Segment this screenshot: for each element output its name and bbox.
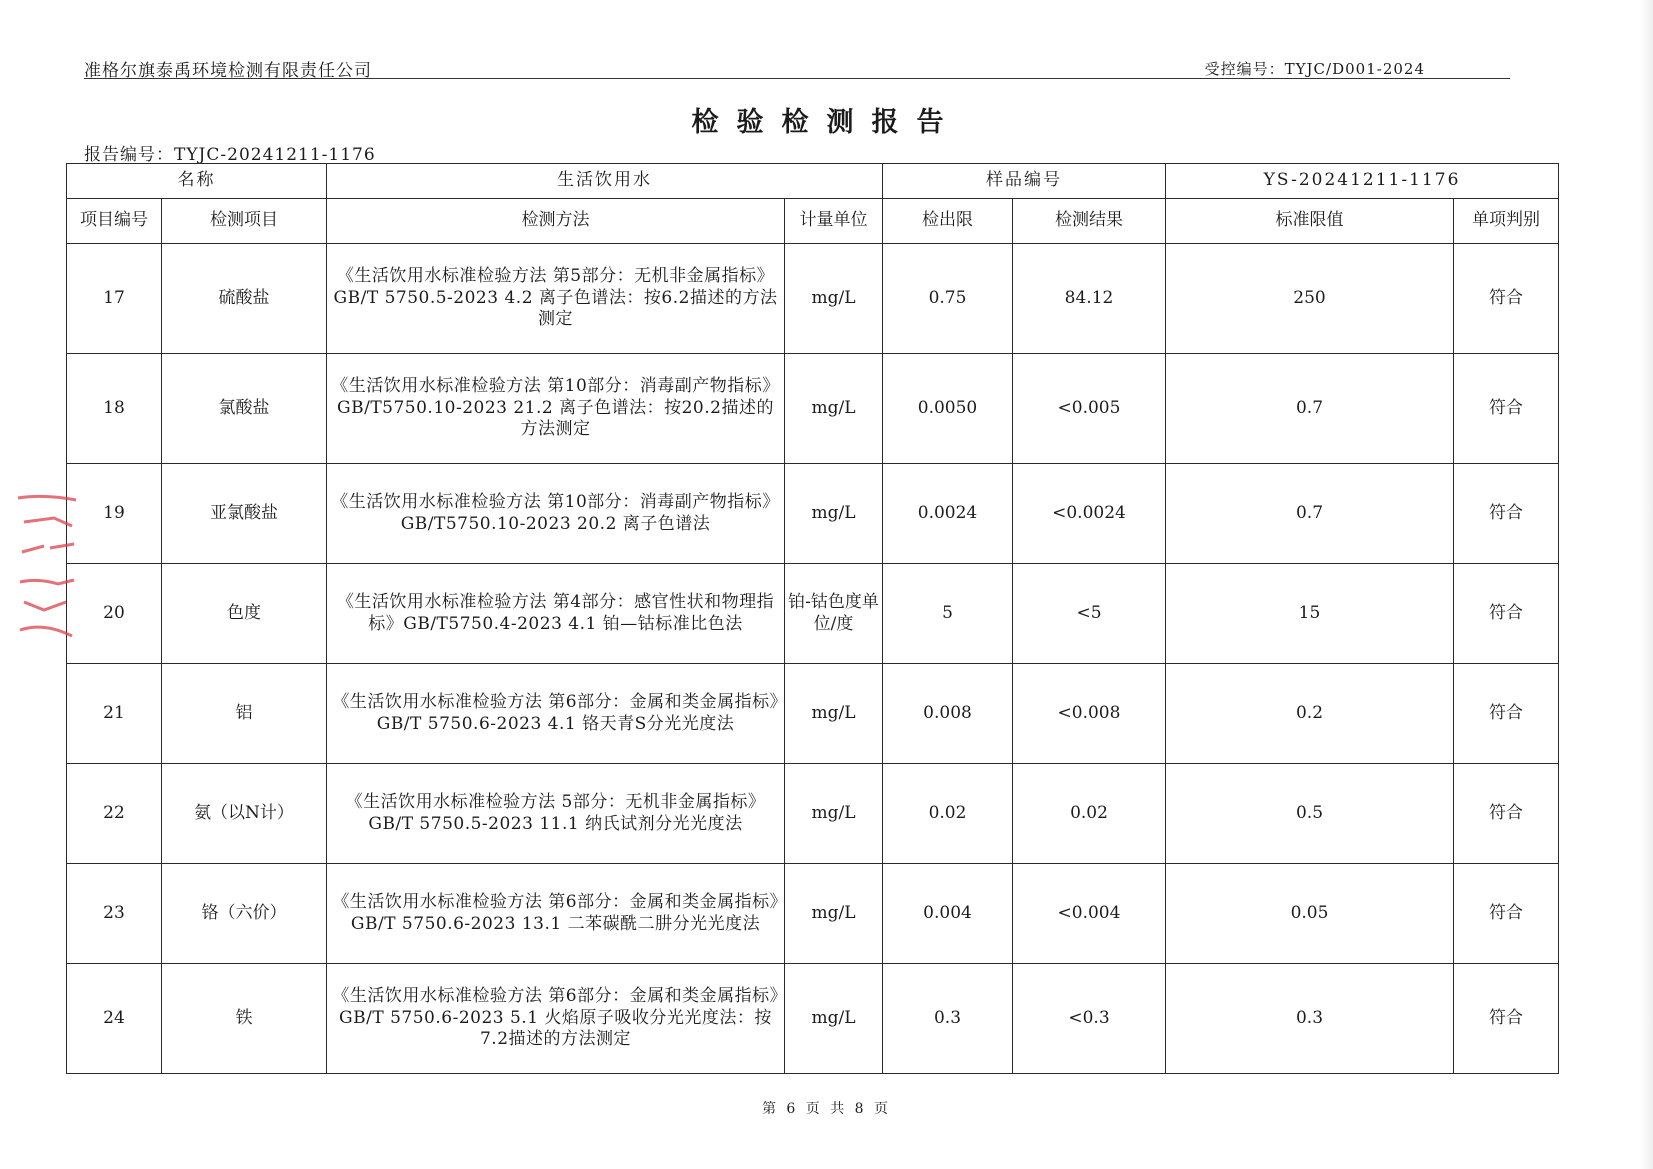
row-unit: mg/L xyxy=(785,244,883,354)
row-no: 23 xyxy=(67,864,162,964)
col-judgement: 单项判别 xyxy=(1454,199,1559,244)
page-number: 第 6 页 共 8 页 xyxy=(761,1101,892,1117)
row-standard: 0.5 xyxy=(1166,764,1454,864)
row-judgement: 符合 xyxy=(1454,244,1559,354)
row-unit: mg/L xyxy=(785,764,883,864)
row-result: <0.008 xyxy=(1013,664,1166,764)
row-limit: 0.75 xyxy=(883,244,1013,354)
row-result: <0.004 xyxy=(1013,864,1166,964)
row-limit: 0.008 xyxy=(883,664,1013,764)
company-name: 准格尔旗泰禹环境检测有限责任公司 xyxy=(84,61,372,81)
table-row xyxy=(67,864,1559,964)
row-standard: 0.7 xyxy=(1166,354,1454,464)
summary-row xyxy=(67,164,1559,199)
table-row xyxy=(67,764,1559,864)
table-row xyxy=(67,244,1559,354)
row-judgement: 符合 xyxy=(1454,964,1559,1074)
row-item: 铬（六价） xyxy=(162,864,327,964)
row-no: 21 xyxy=(67,664,162,764)
row-limit: 0.0050 xyxy=(883,354,1013,464)
row-no: 17 xyxy=(67,244,162,354)
row-method: 《生活饮用水标准检验方法 第6部分：金属和类金属指标》GB/T 5750.6-2023 13.1 二苯碳酰二肼分光光度法 xyxy=(327,864,785,964)
row-result: 0.02 xyxy=(1013,764,1166,864)
row-item: 硫酸盐 xyxy=(162,244,327,354)
sample-label: 样品编号 xyxy=(883,164,1166,199)
row-standard: 0.05 xyxy=(1166,864,1454,964)
sample-value: YS-20241211-1176 xyxy=(1166,164,1559,199)
row-unit: mg/L xyxy=(785,864,883,964)
row-standard: 0.3 xyxy=(1166,964,1454,1074)
row-result: 84.12 xyxy=(1013,244,1166,354)
row-unit: mg/L xyxy=(785,464,883,564)
control-number: 受控编号：TYJC/D001-2024 xyxy=(1204,60,1425,78)
row-standard: 15 xyxy=(1166,564,1454,664)
row-limit: 5 xyxy=(883,564,1013,664)
col-item: 检测项目 xyxy=(162,199,327,244)
table-row xyxy=(67,664,1559,764)
seal-stamp-fragment xyxy=(14,492,78,652)
table-row xyxy=(67,354,1559,464)
scan-edge xyxy=(1639,0,1653,1169)
row-method: 《生活饮用水标准检验方法 第10部分：消毒副产物指标》GB/T5750.10-2023 20.2 离子色谱法 xyxy=(327,464,785,564)
results-table xyxy=(66,163,1559,1074)
col-detect-limit: 检出限 xyxy=(883,199,1013,244)
seal-stamp-marks xyxy=(18,496,76,636)
row-result: <0.005 xyxy=(1013,354,1166,464)
row-no: 22 xyxy=(67,764,162,864)
row-standard: 0.7 xyxy=(1166,464,1454,564)
row-judgement: 符合 xyxy=(1454,354,1559,464)
row-method: 《生活饮用水标准检验方法 第6部分：金属和类金属指标》GB/T 5750.6-2023 5.1 火焰原子吸收分光光度法：按7.2描述的方法测定 xyxy=(327,964,785,1074)
row-limit: 0.0024 xyxy=(883,464,1013,564)
row-judgement: 符合 xyxy=(1454,564,1559,664)
table-row xyxy=(67,464,1559,564)
row-no: 20 xyxy=(67,564,162,664)
col-result: 检测结果 xyxy=(1013,199,1166,244)
row-unit: mg/L xyxy=(785,964,883,1074)
row-result: <0.3 xyxy=(1013,964,1166,1074)
report-title: 检验检测报告 xyxy=(691,107,962,138)
row-limit: 0.02 xyxy=(883,764,1013,864)
header-rule xyxy=(84,78,1510,79)
column-header-row xyxy=(67,199,1559,244)
row-method: 《生活饮用水标准检验方法 第5部分：无机非金属指标》GB/T 5750.5-2023 4.2 离子色谱法：按6.2描述的方法测定 xyxy=(327,244,785,354)
row-standard: 0.2 xyxy=(1166,664,1454,764)
row-method: 《生活饮用水标准检验方法 第4部分：感官性状和物理指标》GB/T5750.4-2023 4.1 铂—钴标准比色法 xyxy=(327,564,785,664)
col-unit: 计量单位 xyxy=(785,199,883,244)
row-judgement: 符合 xyxy=(1454,664,1559,764)
row-method: 《生活饮用水标准检验方法 第10部分：消毒副产物指标》GB/T5750.10-2023 21.2 离子色谱法：按20.2描述的方法测定 xyxy=(327,354,785,464)
row-limit: 0.3 xyxy=(883,964,1013,1074)
table-row xyxy=(67,964,1559,1074)
col-item-no: 项目编号 xyxy=(67,199,162,244)
row-no: 24 xyxy=(67,964,162,1074)
col-method: 检测方法 xyxy=(327,199,785,244)
row-standard: 250 xyxy=(1166,244,1454,354)
row-limit: 0.004 xyxy=(883,864,1013,964)
row-result: <0.0024 xyxy=(1013,464,1166,564)
report-number: 报告编号：TYJC-20241211-1176 xyxy=(84,145,376,165)
row-judgement: 符合 xyxy=(1454,864,1559,964)
name-label: 名称 xyxy=(67,164,327,199)
row-unit: mg/L xyxy=(785,664,883,764)
name-value: 生活饮用水 xyxy=(327,164,883,199)
row-method: 《生活饮用水标准检验方法 第6部分：金属和类金属指标》GB/T 5750.6-2023 4.1 铬天青S分光光度法 xyxy=(327,664,785,764)
row-judgement: 符合 xyxy=(1454,464,1559,564)
row-item: 亚氯酸盐 xyxy=(162,464,327,564)
row-no: 18 xyxy=(67,354,162,464)
row-item: 铁 xyxy=(162,964,327,1074)
row-unit: mg/L xyxy=(785,354,883,464)
table-row xyxy=(67,564,1559,664)
row-item: 氨（以N计） xyxy=(162,764,327,864)
row-method: 《生活饮用水标准检验方法 5部分：无机非金属指标》GB/T 5750.5-2023 11.1 纳氏试剂分光光度法 xyxy=(327,764,785,864)
col-standard: 标准限值 xyxy=(1166,199,1454,244)
row-judgement: 符合 xyxy=(1454,764,1559,864)
row-item: 铝 xyxy=(162,664,327,764)
row-item: 氯酸盐 xyxy=(162,354,327,464)
row-unit: 铂-钴色度单位/度 xyxy=(785,564,883,664)
row-item: 色度 xyxy=(162,564,327,664)
row-result: <5 xyxy=(1013,564,1166,664)
row-no: 19 xyxy=(67,464,162,564)
